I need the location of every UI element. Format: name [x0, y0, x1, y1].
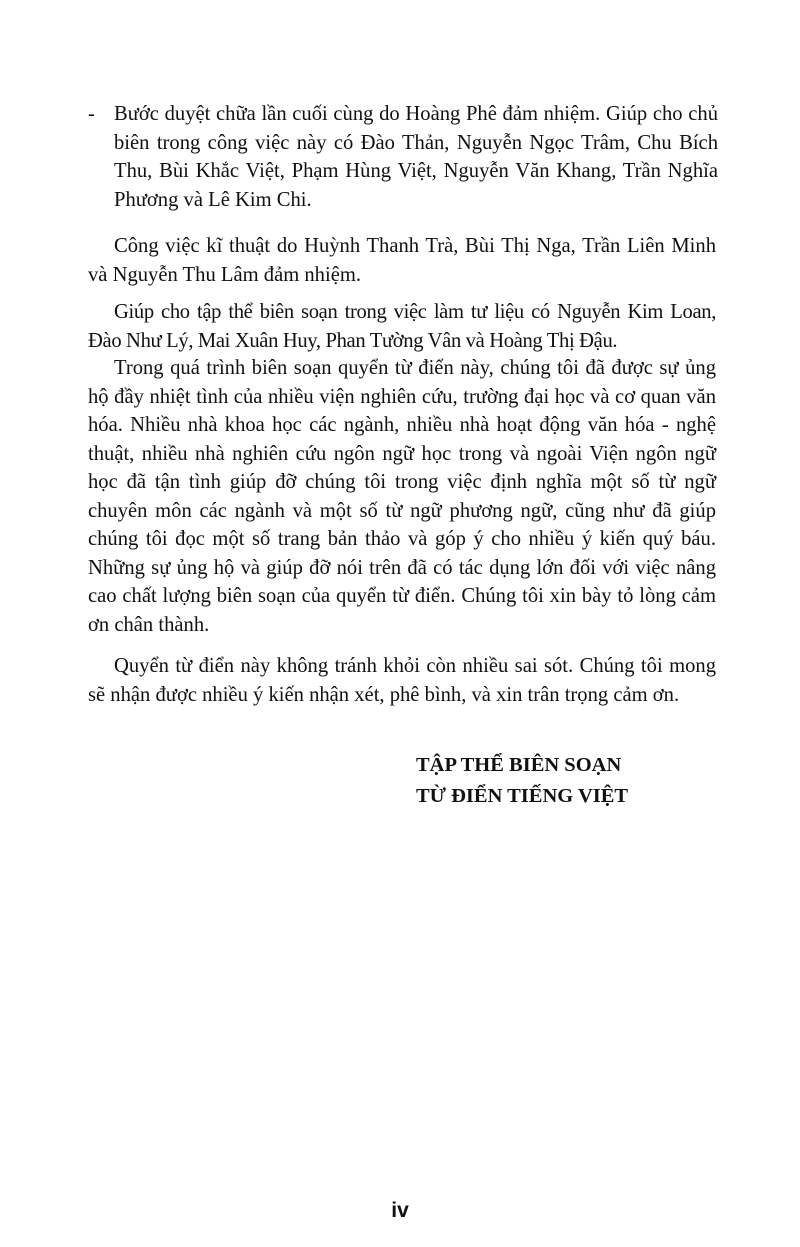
signature-line-1: TẬP THỂ BIÊN SOẠN [416, 754, 622, 776]
paragraph-closing: Quyển từ điển này không tránh khỏi còn nhiều sai sót. Chúng tôi mong sẽ nhận được nhiều ý kiến nhận xét, phê bình, và xin trân trọng cảm ơn. [88, 655, 716, 706]
signature-line-2: TỪ ĐIỂN TIẾNG VIỆT [416, 785, 629, 807]
paragraph-documentation: Giúp cho tập thể biên soạn trong việc làm tư liệu có Nguyễn Kim Loan, Đào Như Lý, Mai Xuân Huy, Phan Tường Vân và Hoàng Thị Đậu. [88, 301, 716, 352]
bullet-text: Bước duyệt chữa lần cuối cùng do Hoàng Phê đảm nhiệm. Giúp cho chủ biên trong công việc này có Đào Thản, Nguyễn Ngọc Trâm, Chu Bích Thu, Bùi Khắc Việt, Phạm Hùng Việt, Nguyễn Văn Khang, Trần Nghĩa Phương và Lê Kim Chi. [114, 103, 718, 211]
page-number: iv [391, 1199, 409, 1222]
paragraph-technical-work: Công việc kĩ thuật do Huỳnh Thanh Trà, Bùi Thị Nga, Trần Liên Minh và Nguyễn Thu Lâm đảm nhiệm. [88, 235, 716, 286]
bullet-marker: - [88, 103, 95, 125]
bullet-paragraph [88, 100, 718, 214]
paragraph-acknowledgement: Trong quá trình biên soạn quyển từ điển này, chúng tôi đã được sự ủng hộ đầy nhiệt tình của nhiều viện nghiên cứu, trường đại học và cơ quan văn hóa. Nhiều nhà khoa học các ngành, nhiều nhà hoạt động văn hóa - nghệ thuật, nhiều nhà nghiên cứu ngôn ngữ học trong và ngoài Viện ngôn ngữ học đã tận tình giúp đỡ chúng tôi trong việc định nghĩa một số từ ngữ chuyên môn các ngành và một số từ ngữ phương ngữ, cũng như đã giúp chúng tôi đọc một số trang bản thảo và góp ý cho nhiều ý kiến quý báu. Những sự ủng hộ và giúp đỡ nói trên đã có tác dụng lớn đối với việc nâng cao chất lượng biên soạn của quyển từ điển. Chúng tôi xin bày tỏ lòng cảm ơn chân thành. [88, 357, 716, 636]
